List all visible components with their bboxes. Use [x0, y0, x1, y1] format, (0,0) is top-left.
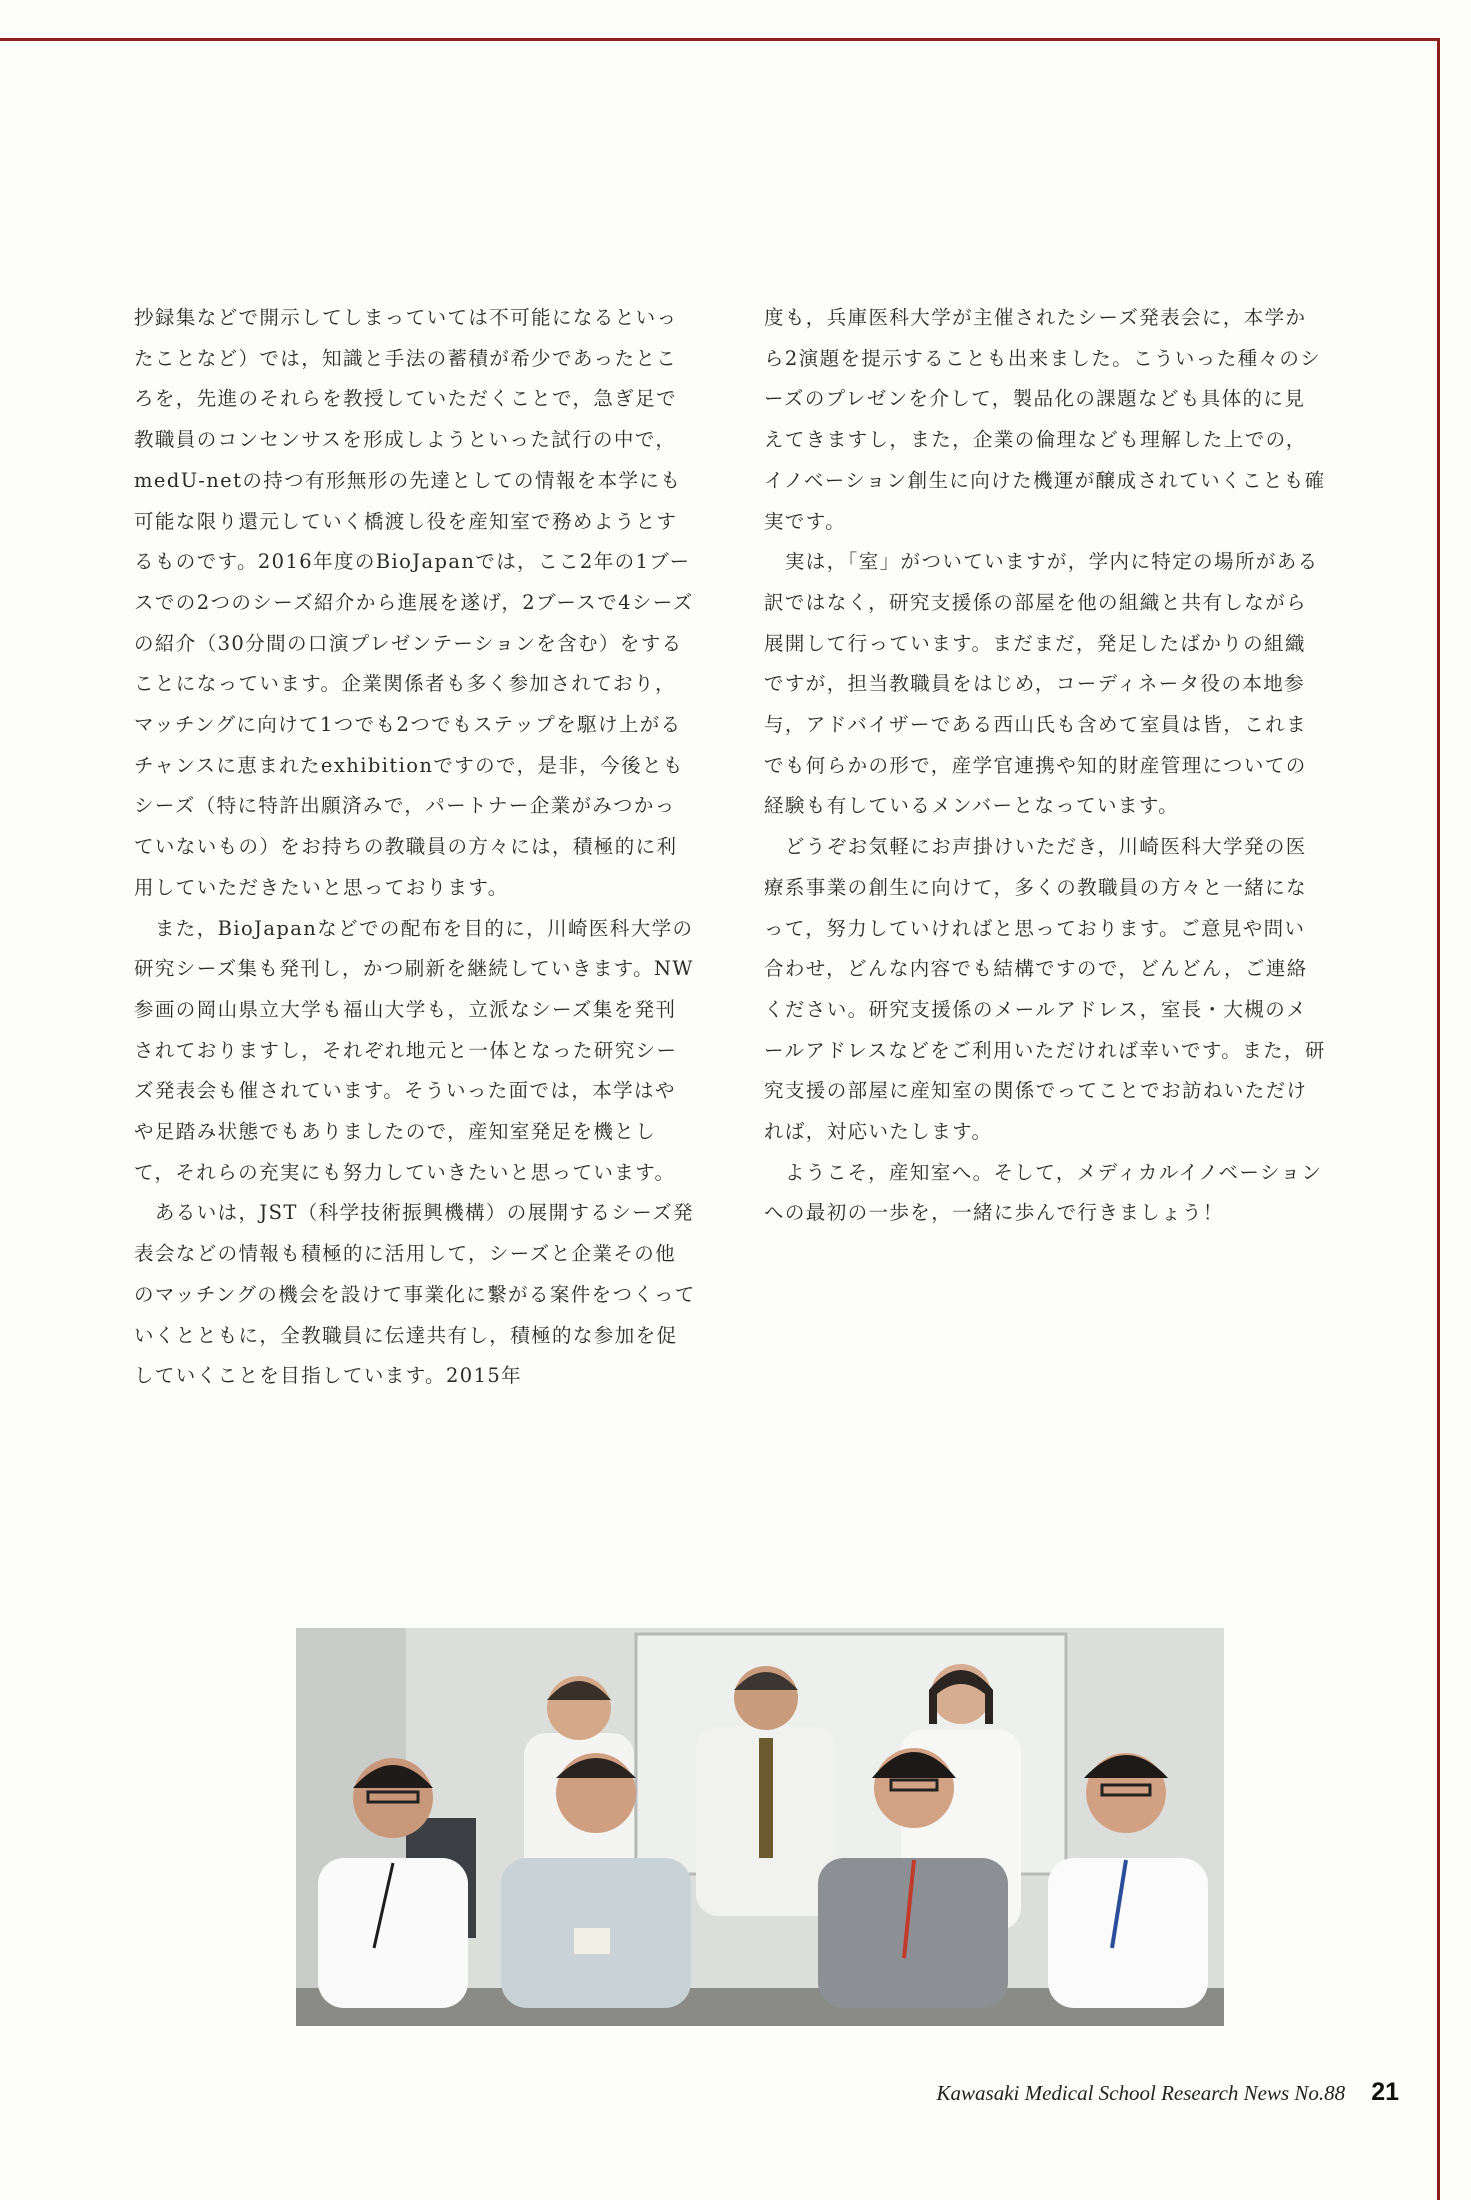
- frame-border-right: [1437, 38, 1440, 2200]
- group-photo-illustration: [296, 1628, 1224, 2026]
- left-paragraph-2: また，BioJapanなどでの配布を目的に，川崎医科大学の研究シーズ集も発刊し，かつ刷新を継続していきます。NW参画の岡山県立大学も福山大学も，立派なシーズ集を発刊されておりますし，それぞれ地元と一体となった研究シーズ発表会も催されています。そういった面では，本学はやや足踏み状態でもありましたので，産知室発足を機として，それらの充実にも努力していきたいと思っています。: [134, 916, 694, 1184]
- right-paragraph-2: 実は，「室」がついていますが，学内に特定の場所がある訳ではなく，研究支援係の部屋を他の組織と共有しながら展開して行っています。まだまだ，発足したばかりの組織ですが，担当教職員をはじめ，コーディネータ役の本地参与，アドバイザーである西山氏も含めて室員は皆，これまでも何らかの形で，産学官連携や知的財産管理についての経験も有しているメンバーとなっています。: [764, 550, 1319, 818]
- left-paragraph-3: あるいは，JST（科学技術振興機構）の展開するシーズ発表会などの情報も積極的に活用して，シーズと企業その他のマッチングの機会を設けて事業化に繋がる案件をつくっていくとともに，全教職員に伝達共有し，積極的な参加を促していくことを目指しています。2015年: [134, 1201, 696, 1388]
- right-text-column: [764, 298, 1326, 1234]
- journal-title: Kawasaki Medical School Research News No.88: [936, 2081, 1346, 2105]
- group-photo: [296, 1628, 1224, 2026]
- right-paragraph-4: ようこそ，産知室へ。そして，メディカルイノベーションへの最初の一歩を，一緒に歩んで行きましょう！: [764, 1160, 1323, 1225]
- left-paragraph-1: 抄録集などで開示してしまっていては不可能になるといったことなど）では，知識と手法の蓄積が希少であったところを，先進のそれらを教授していただくことで，急ぎ足で教職員のコンセンサスを形成しようといった試行の中で，medU-netの持つ有形無形の先達としての情報を本学にも可能な限り還元していく橋渡し役を産知室で務めようとするものです。2016年度のBioJapanでは，ここ2年の1ブースでの2つのシーズ紹介から進展を遂げ，2ブースで4シーズの紹介（30分間の口演プレゼンテーションを含む）をすることになっています。企業関係者も多く参加されており，マッチングに向けて1つでも2つでもステップを駆け上がるチャンスに恵まれたexhibitionですので，是非，今後ともシーズ（特に特許出願済みで，パートナー企業がみつかっていないもの）をお持ちの教職員の方々には，積極的に利用していただきたいと思っております。: [134, 306, 694, 899]
- right-paragraph-3: どうぞお気軽にお声掛けいただき，川崎医科大学発の医療系事業の創生に向けて，多くの教職員の方々と一緒になって，努力していければと思っております。ご意見や問い合わせ，どんな内容でも結構ですので，どんどん，ご連絡ください。研究支援係のメールアドレス，室長・大槻のメールアドレスなどをご利用いただければ幸いです。また，研究支援の部屋に産知室の関係でってことでお訪ねいただければ，対応いたします。: [764, 835, 1326, 1144]
- left-text-column: [134, 298, 696, 1397]
- right-paragraph-1: 度も，兵庫医科大学が主催されたシーズ発表会に，本学から2演題を提示することも出来ました。こういった種々のシーズのプレゼンを介して，製品化の課題なども具体的に見えてきますし，また，企業の倫理なども理解した上での，イノベーション創生に向けた機運が醸成されていくことも確実です。: [764, 306, 1326, 533]
- frame-border-top: [0, 38, 1440, 41]
- page-number: 21: [1371, 2078, 1399, 2106]
- page-footer: [937, 2078, 1399, 2107]
